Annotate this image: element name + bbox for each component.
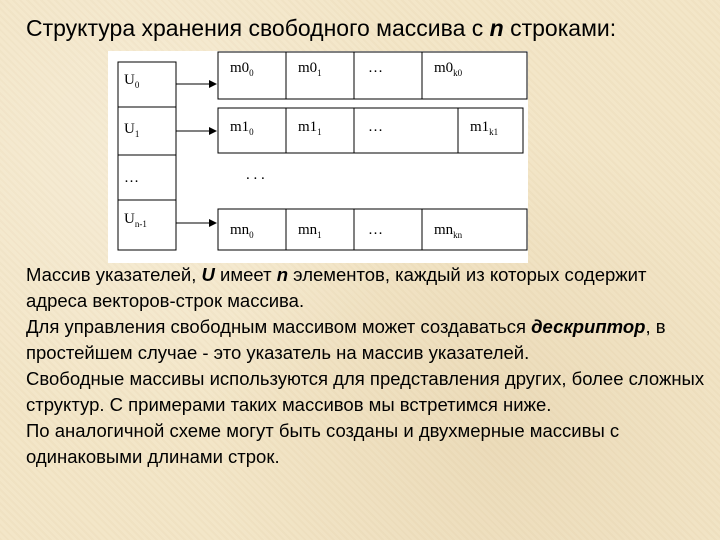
pointer-cell-ellipsis: …: [124, 170, 139, 186]
p1-b: имеет: [214, 264, 277, 285]
row-0-cell-ellipsis: …: [368, 60, 383, 76]
row-1-cell-last: $m1_{k1}$: [470, 119, 499, 137]
row-n-cell-0: $mn_0$: [230, 222, 254, 240]
title-n: n: [489, 15, 504, 41]
page-title: [26, 14, 706, 42]
row-0-cell-last: $m0_{k0}$: [434, 60, 463, 78]
diagram-canvas: [108, 51, 528, 263]
p1-a: Массив указателей,: [26, 264, 202, 285]
paragraph-descriptor: [26, 314, 706, 366]
pointer-cell-u0: $U_0$: [124, 72, 140, 90]
paragraph-two-dimensional: По аналогичной схеме могут быть созданы и двухмерные массивы с одинаковыми длинами строк.: [26, 420, 620, 467]
title-prefix: Структура хранения свободного массива с: [26, 15, 490, 41]
free-array-diagram: [108, 51, 528, 263]
paragraph-usage: Свободные массивы используются для представления других, более сложных структур. С примерами таких массивов мы встретимся ниже.: [26, 368, 705, 415]
p2-b: , в простейшем случае - это указатель на массив указателей.: [26, 316, 666, 363]
paragraph-pointer-array: [26, 262, 706, 314]
row-1-cell-ellipsis: …: [368, 119, 383, 135]
row-0-cell-0: $m0_0$: [230, 60, 254, 78]
p1-c: элементов, каждый из которых содержит адреса векторов-строк массива.: [26, 264, 647, 311]
p1-n: n: [276, 264, 289, 285]
pointer-cell-un1: $U_{n-1}$: [124, 211, 147, 229]
row-n-cell-last: $mn_{kn}$: [434, 222, 463, 240]
p2-em: дескриптор: [531, 316, 646, 337]
p2-a: Для управления свободным массивом может создаваться: [26, 316, 532, 337]
middle-dots: . . .: [246, 167, 265, 183]
row-1-cell-1: $m1_1$: [298, 119, 322, 137]
pointer-cell-u1: $U_1$: [124, 121, 140, 139]
description: [26, 262, 706, 470]
p1-u: U: [201, 264, 215, 285]
row-1-cell-0: $m1_0$: [230, 119, 254, 137]
row-n-cell-1: $mn_1$: [298, 222, 322, 240]
row-n-cell-ellipsis: …: [368, 222, 383, 238]
title-suffix: строками:: [503, 15, 617, 41]
row-0-cell-1: $m0_1$: [298, 60, 322, 78]
